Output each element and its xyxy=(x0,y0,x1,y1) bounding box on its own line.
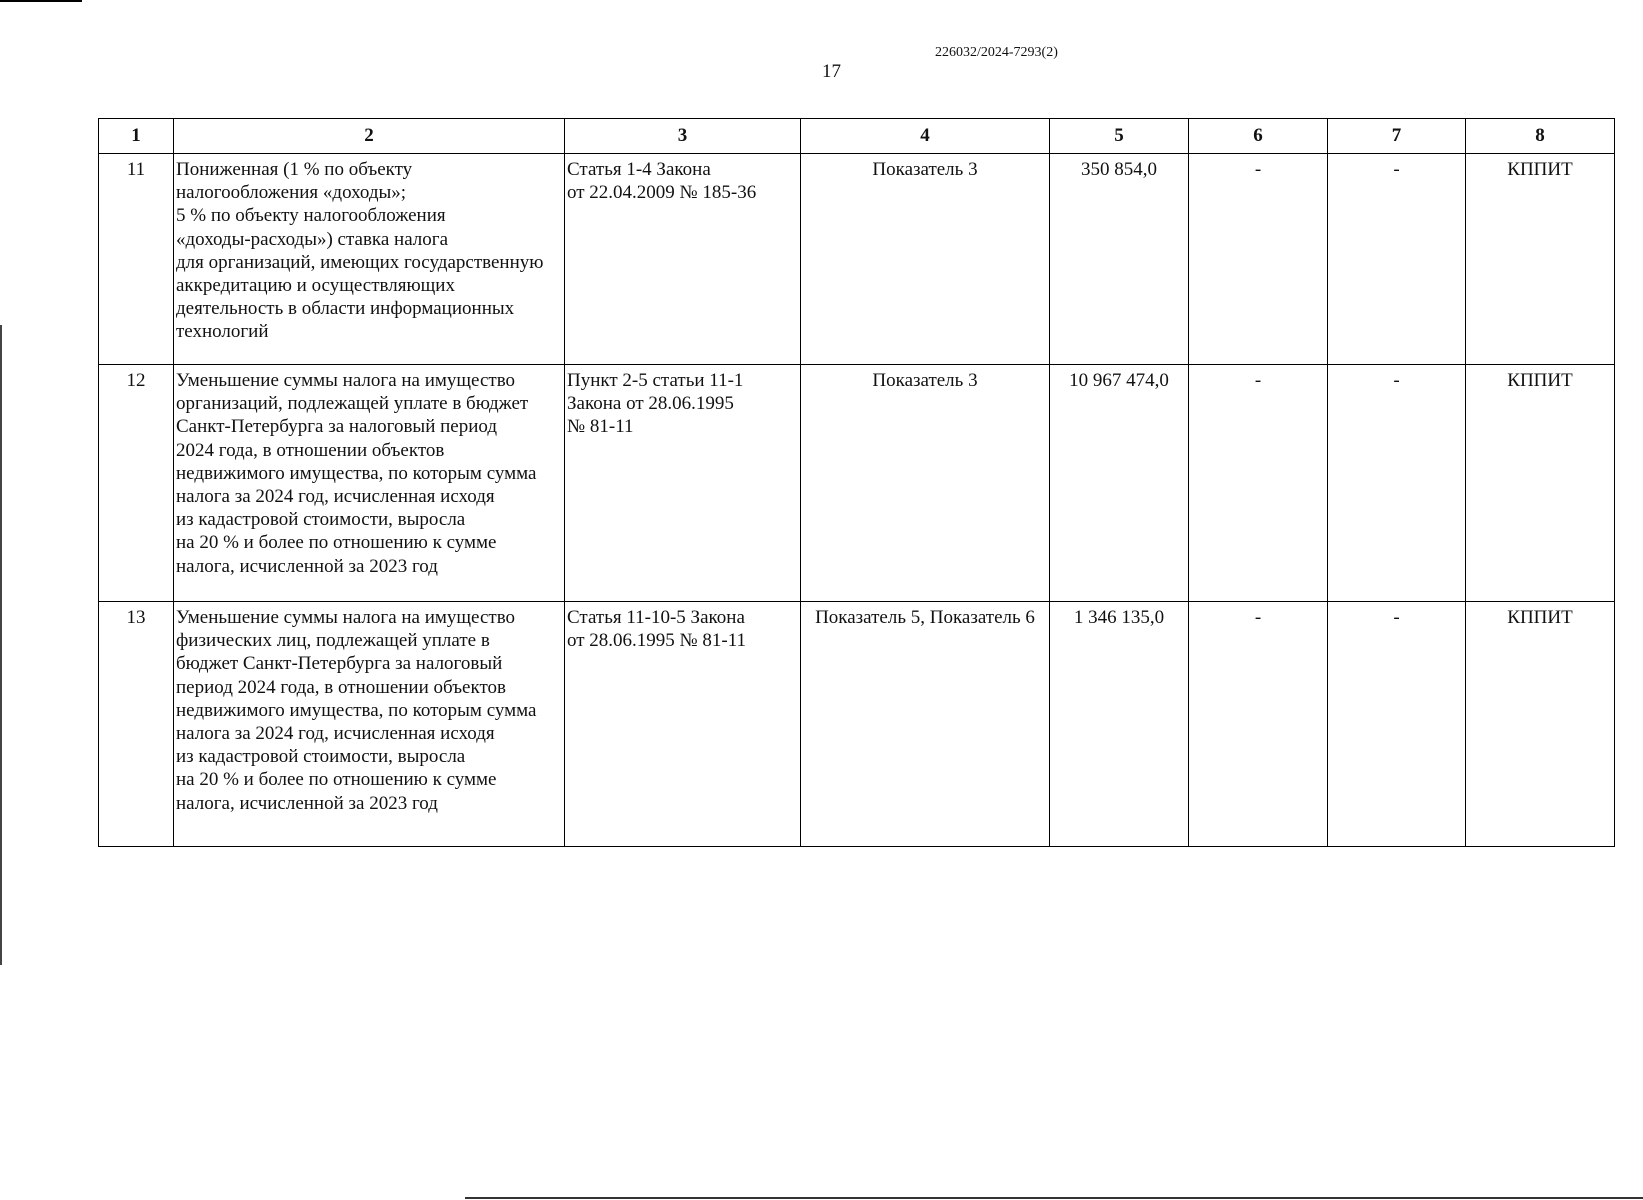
column-header: 7 xyxy=(1328,119,1466,154)
page-number: 17 xyxy=(822,61,841,82)
column-header: 8 xyxy=(1466,119,1615,154)
column-6-value: - xyxy=(1189,154,1328,365)
description-line: физических лиц, подлежащей уплате в xyxy=(176,630,490,652)
description-line: 2024 года, в отношении объектов xyxy=(176,439,445,461)
description-line: налога за 2024 год, исчисленная исходя xyxy=(176,723,495,745)
law-reference xyxy=(565,154,801,365)
column-header: 5 xyxy=(1050,119,1189,154)
description-line: Санкт-Петербурга за налоговый период xyxy=(176,416,497,438)
description-line: «доходы-расходы») ставка налога xyxy=(176,228,449,250)
description-line: организаций, подлежащей уплате в бюджет xyxy=(176,393,529,415)
column-6-value: - xyxy=(1189,602,1328,847)
table-row xyxy=(99,602,1615,847)
description-line: деятельность в области информационных xyxy=(176,298,515,320)
description-line: недвижимого имущества, по которым сумма xyxy=(176,699,537,721)
description-line: налога, исчисленной за 2023 год xyxy=(176,792,438,814)
header-row xyxy=(99,119,1615,154)
description-line: из кадастровой стоимости, выросла xyxy=(176,746,466,768)
description-line: Уменьшение суммы налога на имущество xyxy=(176,607,516,628)
law-line: от 22.04.2009 № 185-36 xyxy=(567,182,757,204)
column-6-value: - xyxy=(1189,365,1328,602)
description-line: период 2024 года, в отношении объектов xyxy=(176,676,506,698)
column-7-value: - xyxy=(1328,365,1466,602)
benefit-description xyxy=(174,602,565,847)
law-line: Статья 11-10-5 Закона xyxy=(567,607,745,628)
law-line: Закона от 28.06.1995 xyxy=(567,393,734,415)
law-line: Пункт 2-5 статьи 11-1 xyxy=(567,370,744,391)
column-header: 6 xyxy=(1189,119,1328,154)
law-line: № 81-11 xyxy=(567,416,634,438)
row-number: 12 xyxy=(99,365,174,602)
scan-left-edge xyxy=(0,325,2,965)
column-header: 1 xyxy=(99,119,174,154)
law-line: от 28.06.1995 № 81-11 xyxy=(567,630,747,652)
curator-code: КППИТ xyxy=(1466,154,1615,365)
column-header: 4 xyxy=(801,119,1050,154)
description-line: бюджет Санкт-Петербурга за налоговый xyxy=(176,653,503,675)
scan-bottom-edge xyxy=(465,1197,1643,1199)
description-line: 5 % по объекту налогообложения xyxy=(176,205,446,227)
description-line: Пониженная (1 % по объекту xyxy=(176,159,413,180)
description-line: налогообложения «доходы»; xyxy=(176,182,407,204)
benefit-description xyxy=(174,154,565,365)
indicator: Показатель 3 xyxy=(801,365,1050,602)
amount: 1 346 135,0 xyxy=(1050,602,1189,847)
column-7-value: - xyxy=(1328,154,1466,365)
table-row xyxy=(99,365,1615,602)
amount: 10 967 474,0 xyxy=(1050,365,1189,602)
law-reference xyxy=(565,365,801,602)
description-line: на 20 % и более по отношению к сумме xyxy=(176,769,497,791)
description-line: технологий xyxy=(176,321,269,343)
law-reference xyxy=(565,602,801,847)
description-line: налога за 2024 год, исчисленная исходя xyxy=(176,486,495,508)
description-line: из кадастровой стоимости, выросла xyxy=(176,509,466,531)
scan-corner-line xyxy=(0,0,82,2)
law-line: Статья 1-4 Закона xyxy=(567,159,711,180)
description-line: недвижимого имущества, по которым сумма xyxy=(176,462,537,484)
column-header: 3 xyxy=(565,119,801,154)
description-line: аккредитацию и осуществляющих xyxy=(176,275,455,297)
document-number: 226032/2024-7293(2) xyxy=(935,45,1058,60)
table-row xyxy=(99,154,1615,365)
description-line: на 20 % и более по отношению к сумме xyxy=(176,532,497,554)
column-7-value: - xyxy=(1328,602,1466,847)
tax-benefits-table xyxy=(98,118,1615,847)
description-line: Уменьшение суммы налога на имущество xyxy=(176,370,516,391)
curator-code: КППИТ xyxy=(1466,602,1615,847)
description-line: налога, исчисленной за 2023 год xyxy=(176,555,438,577)
curator-code: КППИТ xyxy=(1466,365,1615,602)
benefit-description xyxy=(174,365,565,602)
indicator: Показатель 3 xyxy=(801,154,1050,365)
indicator: Показатель 5, Показатель 6 xyxy=(801,602,1050,847)
amount: 350 854,0 xyxy=(1050,154,1189,365)
column-header: 2 xyxy=(174,119,565,154)
row-number: 11 xyxy=(99,154,174,365)
description-line: для организаций, имеющих государственную xyxy=(176,251,544,273)
row-number: 13 xyxy=(99,602,174,847)
